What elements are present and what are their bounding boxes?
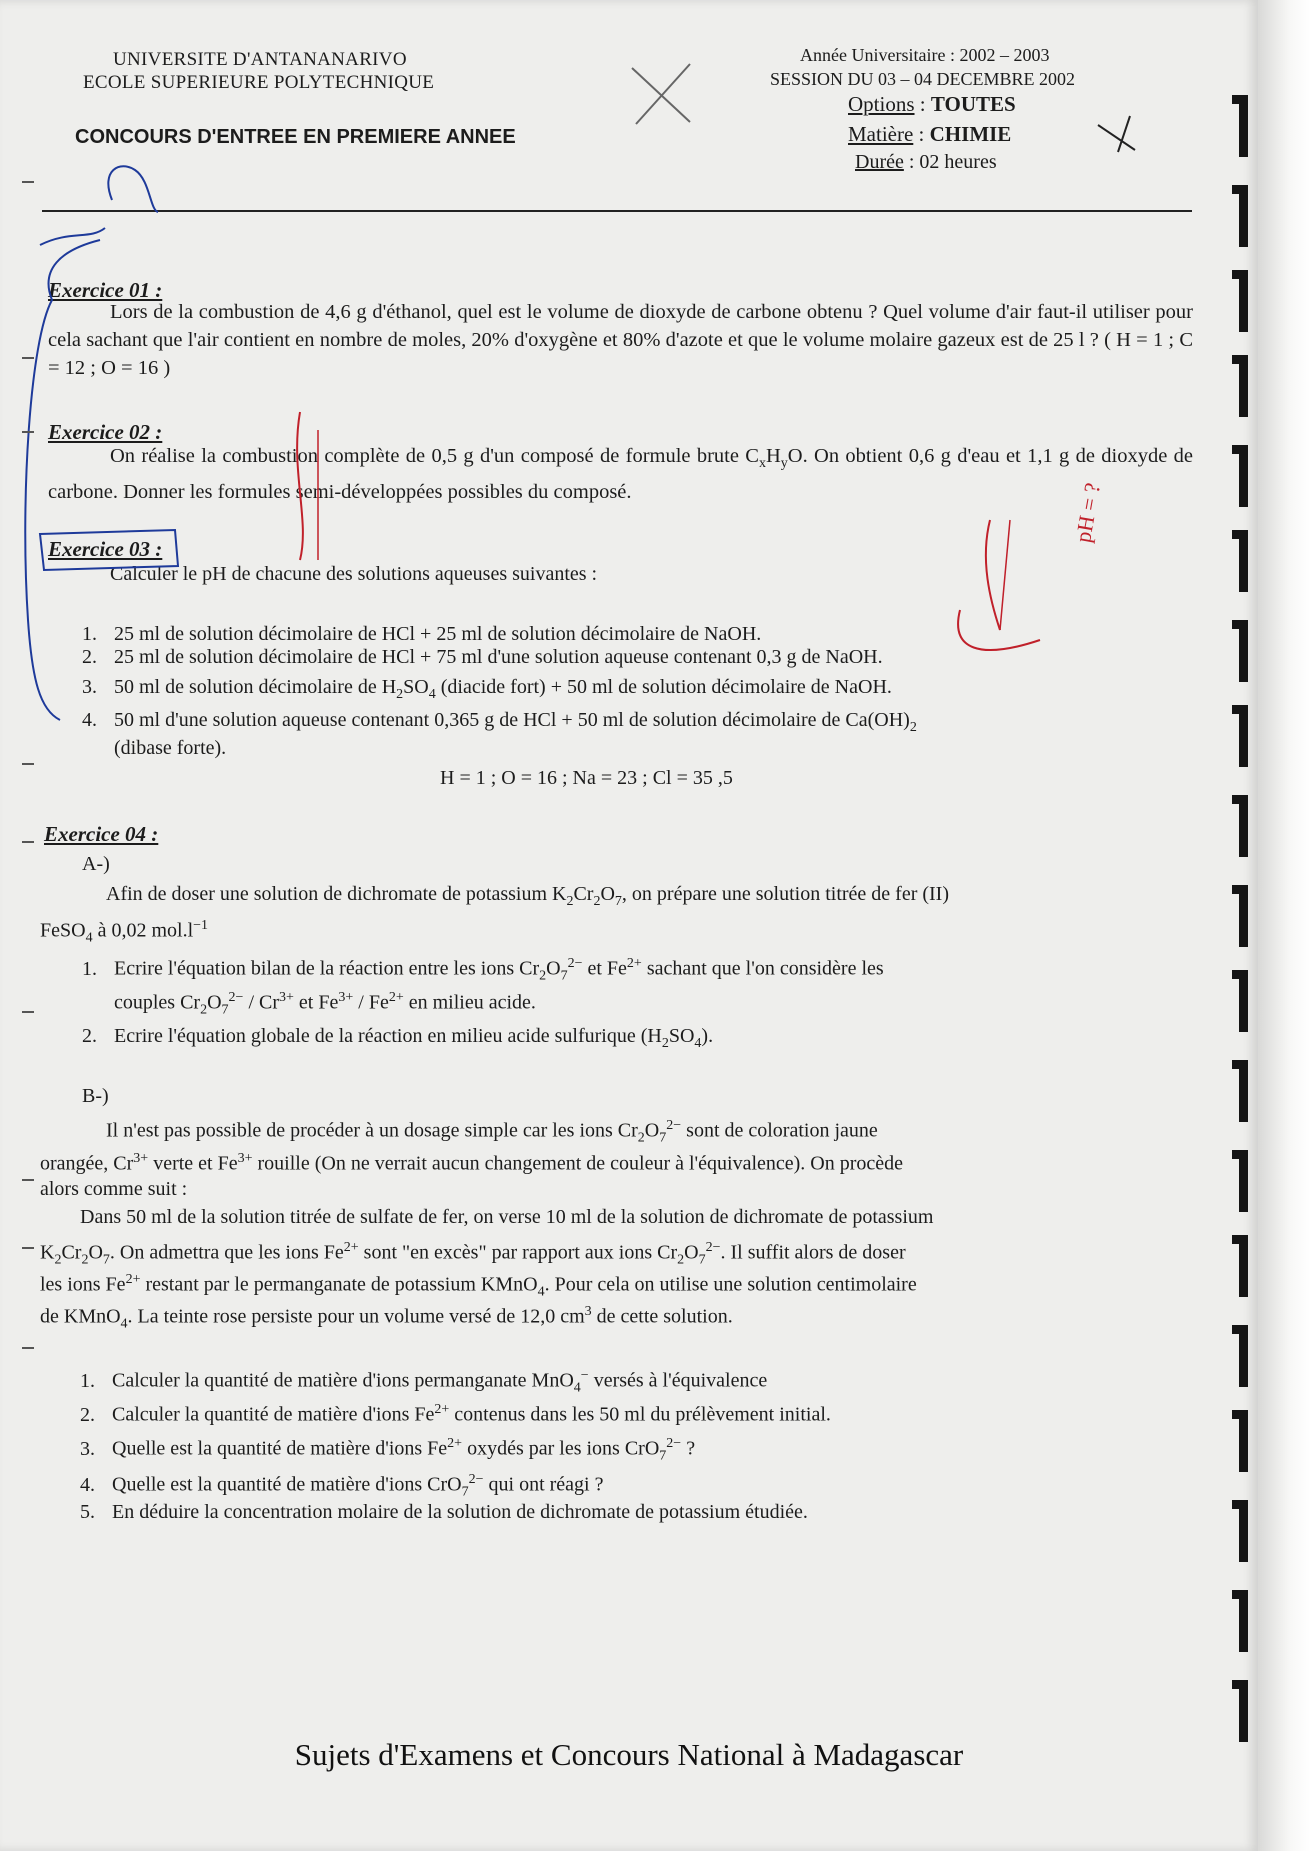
part-b-label: B-) (82, 1085, 109, 1107)
part-b-item-2: 2. Calculer la quantité de matière d'ions $Fe^{2+}$ contenus dans les 50 ml du prélèvement initial. (80, 1402, 831, 1426)
options-label: Options (848, 92, 915, 116)
university-name: UNIVERSITE D'ANTANANARIVO (113, 49, 407, 70)
exercise-3-title: Exercice 03 : (48, 537, 163, 561)
academic-year: Année Universitaire : 2002 – 2003 (800, 45, 1050, 65)
exercise-3-item-1: 1. 25 ml de solution décimolaire de HCl + 25 ml de solution décimolaire de NaOH. (82, 623, 762, 645)
exercise-3-intro: Calculer le pH de chacune des solutions aqueuses suivantes : (110, 563, 598, 585)
part-b-p2-line1: Dans 50 ml de la solution titrée de sulfate de fer, on verse 10 ml de la solution de dichromate de potassium (80, 1206, 934, 1228)
exercise-2-text: On réalise la combustion complète de 0,5 g d'un composé de formule brute $C_xH_yO$. On obtient 0,6 g d'eau et 1,1 g de dioxyde de carbone. Donner les formules semi-développées possibles du composé. (48, 445, 1193, 504)
options-line: Options : TOUTES (848, 92, 1016, 116)
school-name: ECOLE SUPERIEURE POLYTECHNIQUE (83, 72, 435, 93)
part-b-item-4: 4. Quelle est la quantité de matière d'ions CrO$_7^{2-}$ qui ont réagi ? (80, 1472, 604, 1500)
part-b-p1-line1: Il n'est pas possible de procéder à un dosage simple car les ions $Cr_2O_7^{2-}$ sont de coloration jaune (106, 1118, 878, 1146)
part-b-p1-line3: alors comme suit : (40, 1178, 188, 1200)
session-dates: SESSION DU 03 – 04 DECEMBRE 2002 (770, 69, 1076, 89)
exercise-3-item-3: 3. 50 ml de solution décimolaire de $H_2SO_4$ (diacide fort) + 50 ml de solution décimolaire de NaOH. (82, 676, 892, 702)
part-b-item-5: 5. En déduire la concentration molaire de la solution de dichromate de potassium étudiée. (80, 1501, 808, 1523)
contest-title: CONCOURS D'ENTREE EN PREMIERE ANNEE (75, 126, 516, 148)
part-b-p1-line2: orangée, $Cr^{3+}$ verte et $Fe^{3+}$ rouille (On ne verrait aucun changement de couleur à l'équivalence). On procède (40, 1151, 904, 1175)
part-a-text-2: FeSO$_4$ à 0,02 $mol.l^{-1}$ (40, 918, 209, 946)
part-b-p2-line3: les ions $Fe^{2+}$ restant par le permanganate de potassium KMnO$_4$. Pour cela on utilise une solution centimolaire (40, 1272, 917, 1300)
part-a-item-1: 1. Ecrire l'équation bilan de la réaction entre les ions $Cr_2O_7^{2-}$ et $Fe^{2+}$ sachant que l'on considère les (82, 956, 884, 984)
part-b-p2-line2: $K_2Cr_2O_7$. On admettra que les ions $Fe^{2+}$ sont "en excès" par rapport aux ions $Cr_2O_7^{2-}$. Il suffit alors de doser (40, 1240, 906, 1268)
pencil-note: pH = ? (1070, 480, 1106, 545)
duration-value: 02 heures (919, 151, 997, 173)
part-a-text-1: Afin de doser une solution de dichromate de potassium $K_2Cr_2O_7$, on prépare une solution titrée de fer (II) (106, 883, 950, 909)
exercise-2-title: Exercice 02 : (48, 420, 163, 444)
exercise-3-item-4: 4. 50 ml d'une solution aqueuse contenant 0,365 g de HCl + 50 ml de solution décimolaire de $Ca(OH)_2$ (82, 709, 917, 735)
part-b-p2-line4: de KMnO$_4$. La teinte rose persiste pour un volume versé de 12,0 $cm^3$ de cette solution. (40, 1304, 733, 1332)
part-a-label: A-) (82, 853, 110, 875)
exercise-1-title: Exercice 01 : (48, 278, 163, 302)
exercise-3-item-4-cont: (dibase forte). (114, 737, 227, 759)
duration-line: Durée : 02 heures (855, 151, 997, 173)
duration-label: Durée (855, 151, 904, 173)
part-b-item-1: 1. Calculer la quantité de matière d'ions permanganate MnO$_4$− versés à l'équivalence (80, 1368, 768, 1396)
footer-caption: Sujets d'Examens et Concours National à Madagascar (294, 1737, 964, 1772)
part-a-item-2: 2. Ecrire l'équation globale de la réaction en milieu acide sulfurique $(H_2SO_4)$. (82, 1025, 714, 1051)
exercise-1-text: Lors de la combustion de 4,6 g d'éthanol, quel est le volume de dioxyde de carbone obtenu ? Quel volume d'air faut-il utiliser pour cela sachant que l'air contient en nombre de moles, 20% d'oxygène et 80% d'azote et que le volume molaire gazeux est de 25 l ? ( H = 1 ; C = 12 ; O = 16 ) (48, 301, 1193, 379)
subject-label: Matière (848, 122, 914, 146)
exercise-4-title: Exercice 04 : (44, 822, 159, 846)
exercise-3-item-2: 2. 25 ml de solution décimolaire de HCl + 75 ml d'une solution aqueuse contenant 0,3 g de NaOH. (82, 646, 883, 668)
options-value: TOUTES (930, 92, 1016, 116)
exercise-3-masses: H = 1 ; O = 16 ; Na = 23 ; Cl = 35 ,5 (440, 767, 733, 789)
subject-value: CHIMIE (929, 122, 1012, 146)
page-edge (1258, 0, 1310, 1851)
part-a-item-1-cont: couples $Cr_2O_7^{2-} / Cr^{3+}$ et $Fe^{3+} / Fe^{2+}$ en milieu acide. (114, 990, 536, 1018)
part-b-item-3: 3. Quelle est la quantité de matière d'ions $Fe^{2+}$ oxydés par les ions CrO$_7^{2-}$ ? (80, 1436, 696, 1464)
subject-line: Matière : CHIMIE (848, 122, 1012, 146)
